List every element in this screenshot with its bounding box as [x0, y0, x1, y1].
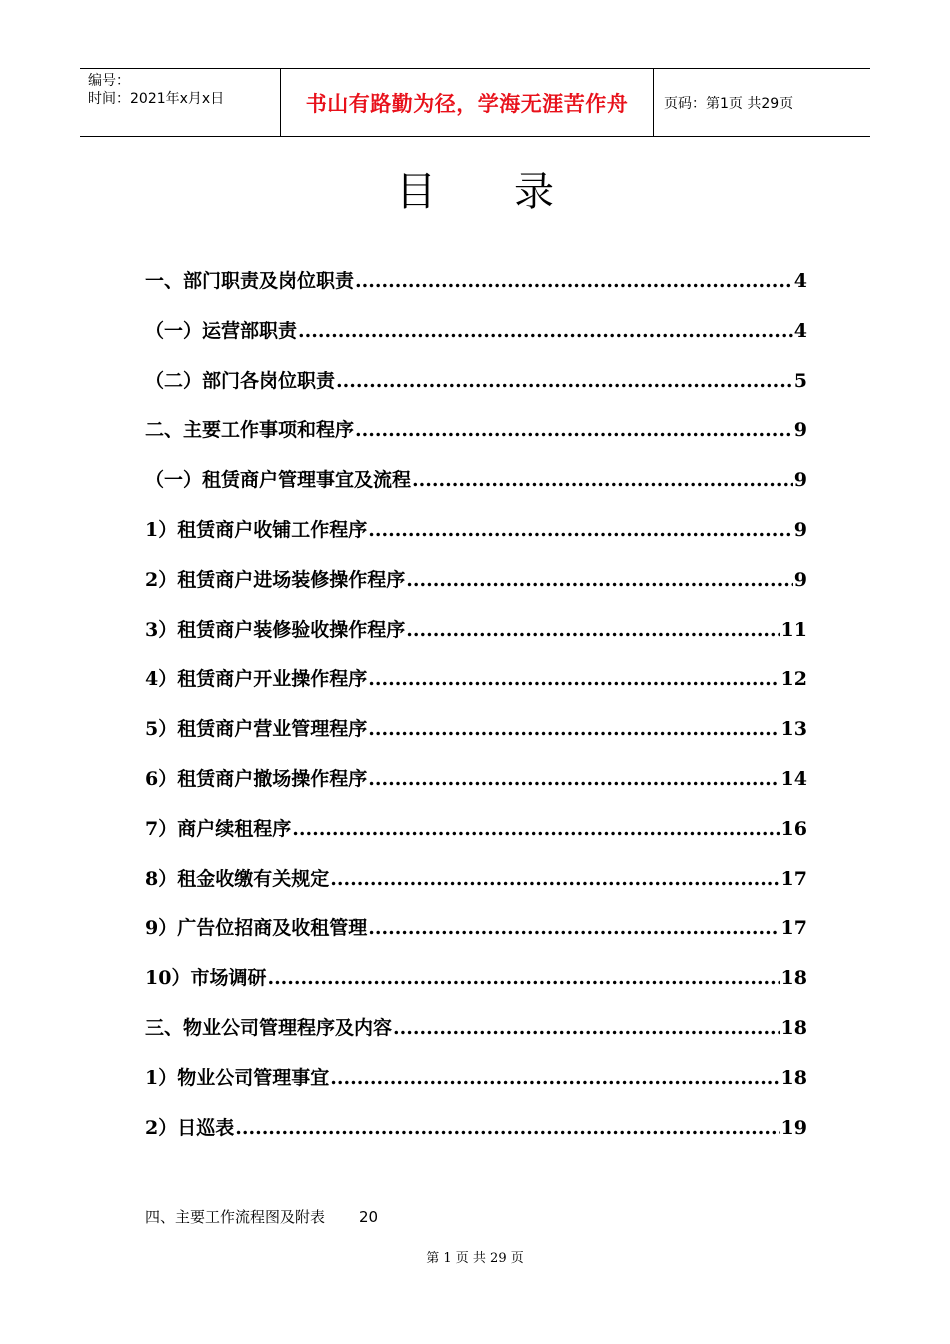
header-motto: 书山有路勤为径，学海无涯苦作舟	[305, 91, 629, 116]
toc-entry[interactable]	[145, 1013, 807, 1063]
toc-entry-page: 9	[793, 518, 807, 541]
toc-entry[interactable]	[145, 366, 807, 416]
toc-leader-dots	[330, 868, 779, 890]
toc-entry-page: 17	[780, 867, 807, 890]
toc-entry-text: （二）部门各岗位职责	[145, 369, 336, 392]
toc-entry[interactable]	[145, 764, 807, 814]
page-title: 目录	[396, 169, 632, 215]
toc-entry[interactable]	[145, 814, 807, 864]
toc-entry-text: 4）租赁商户开业操作程序	[145, 668, 368, 691]
toc-leader-dots	[368, 718, 779, 740]
toc-leader-dots	[298, 320, 793, 342]
toc-leader-dots	[393, 1017, 780, 1039]
toc-entry-text: （一）租赁商户管理事宜及流程	[145, 469, 412, 492]
toc-entry[interactable]	[145, 714, 807, 764]
toc-entry-text: 1）物业公司管理事宜	[145, 1066, 330, 1089]
toc-entry[interactable]	[145, 913, 807, 963]
toc-leader-dots	[368, 668, 779, 690]
toc-entry[interactable]	[145, 864, 807, 914]
toc-entry-text: 一、部门职责及岗位职责	[145, 270, 355, 292]
toc-leader-dots	[406, 619, 779, 641]
toc-entry-page: 9	[793, 469, 807, 492]
toc-entry[interactable]	[145, 316, 807, 366]
toc-entry[interactable]	[145, 1113, 807, 1163]
number-label: 编号：	[88, 73, 130, 89]
toc-entry-page: 13	[780, 718, 807, 741]
toc-entry-page: 9	[793, 568, 807, 591]
header-page-info: 页码：第1页 共29页	[664, 95, 794, 112]
toc-entry-text: 6）租赁商户撤场操作程序	[145, 767, 368, 790]
toc-entry-page: 9	[793, 419, 807, 442]
toc-entry-page: 16	[780, 817, 807, 840]
page-footer: 第 1 页 共 29 页	[426, 1251, 524, 1266]
toc-entry-page: 11	[780, 618, 807, 641]
toc-leader-dots	[292, 818, 779, 840]
toc-leader-dots	[406, 569, 793, 591]
toc-entry-text: 9）广告位招商及收租管理	[145, 917, 368, 940]
toc-leader-dots	[355, 419, 793, 441]
toc-entry[interactable]	[145, 266, 807, 316]
toc-entry-page: 18	[780, 1066, 807, 1089]
toc-entry-text: 3）租赁商户装修验收操作程序	[145, 618, 406, 641]
toc-entry-text: 二、主要工作事项和程序	[145, 419, 355, 442]
toc-entry[interactable]	[145, 565, 807, 615]
toc-entry-page: 14	[780, 767, 807, 790]
toc-entry-page: 12	[780, 668, 807, 691]
toc-entry-text: 10）市场调研	[145, 967, 267, 990]
toc-entry-text: 8）租金收缴有关规定	[145, 867, 330, 890]
toc-entry-text: 5）租赁商户营业管理程序	[145, 718, 368, 741]
header-motto-cell	[281, 69, 654, 136]
toc-leader-dots	[412, 469, 793, 491]
toc-leader-dots	[267, 967, 779, 989]
toc-entry[interactable]	[145, 415, 807, 465]
toc-leader-dots	[368, 917, 779, 939]
toc-tail-text: 四、主要工作流程图及附表	[145, 1208, 326, 1226]
toc-entry-text: 2）日巡表	[145, 1116, 235, 1139]
toc-entry-page: 4	[793, 319, 807, 342]
toc-entry-text: 1）租赁商户收铺工作程序	[145, 518, 368, 541]
document-header	[80, 68, 870, 137]
toc-entry-text: 2）租赁商户进场装修操作程序	[145, 568, 406, 591]
toc-tail-entry[interactable]	[145, 1206, 378, 1227]
toc-entry[interactable]	[145, 664, 807, 714]
toc-entry[interactable]	[145, 465, 807, 515]
toc-leader-dots	[235, 1117, 779, 1139]
toc-entry-page: 5	[793, 369, 807, 392]
toc-leader-dots	[368, 768, 779, 790]
toc-entry-page: 18	[780, 1016, 807, 1039]
toc-leader-dots	[330, 1067, 779, 1089]
toc-entry-text: 7）商户续租程序	[145, 817, 292, 840]
toc-entry-page: 4	[793, 270, 807, 292]
toc-entry-page: 19	[780, 1116, 807, 1139]
header-meta	[80, 69, 281, 136]
time-label: 时间：2021年x月x日	[88, 91, 225, 107]
toc-entry-text: （一）运营部职责	[145, 319, 298, 342]
toc-entry-text: 三、物业公司管理程序及内容	[145, 1016, 393, 1039]
toc-entry[interactable]	[145, 615, 807, 665]
table-of-contents	[145, 266, 807, 1162]
toc-tail-page: 20	[359, 1208, 379, 1226]
toc-leader-dots	[355, 270, 793, 292]
toc-entry[interactable]	[145, 1063, 807, 1113]
toc-leader-dots	[336, 370, 793, 392]
toc-leader-dots	[368, 519, 793, 541]
toc-entry[interactable]	[145, 515, 807, 565]
toc-entry[interactable]	[145, 963, 807, 1013]
toc-entry-page: 18	[780, 967, 807, 990]
toc-entry-page: 17	[780, 917, 807, 940]
